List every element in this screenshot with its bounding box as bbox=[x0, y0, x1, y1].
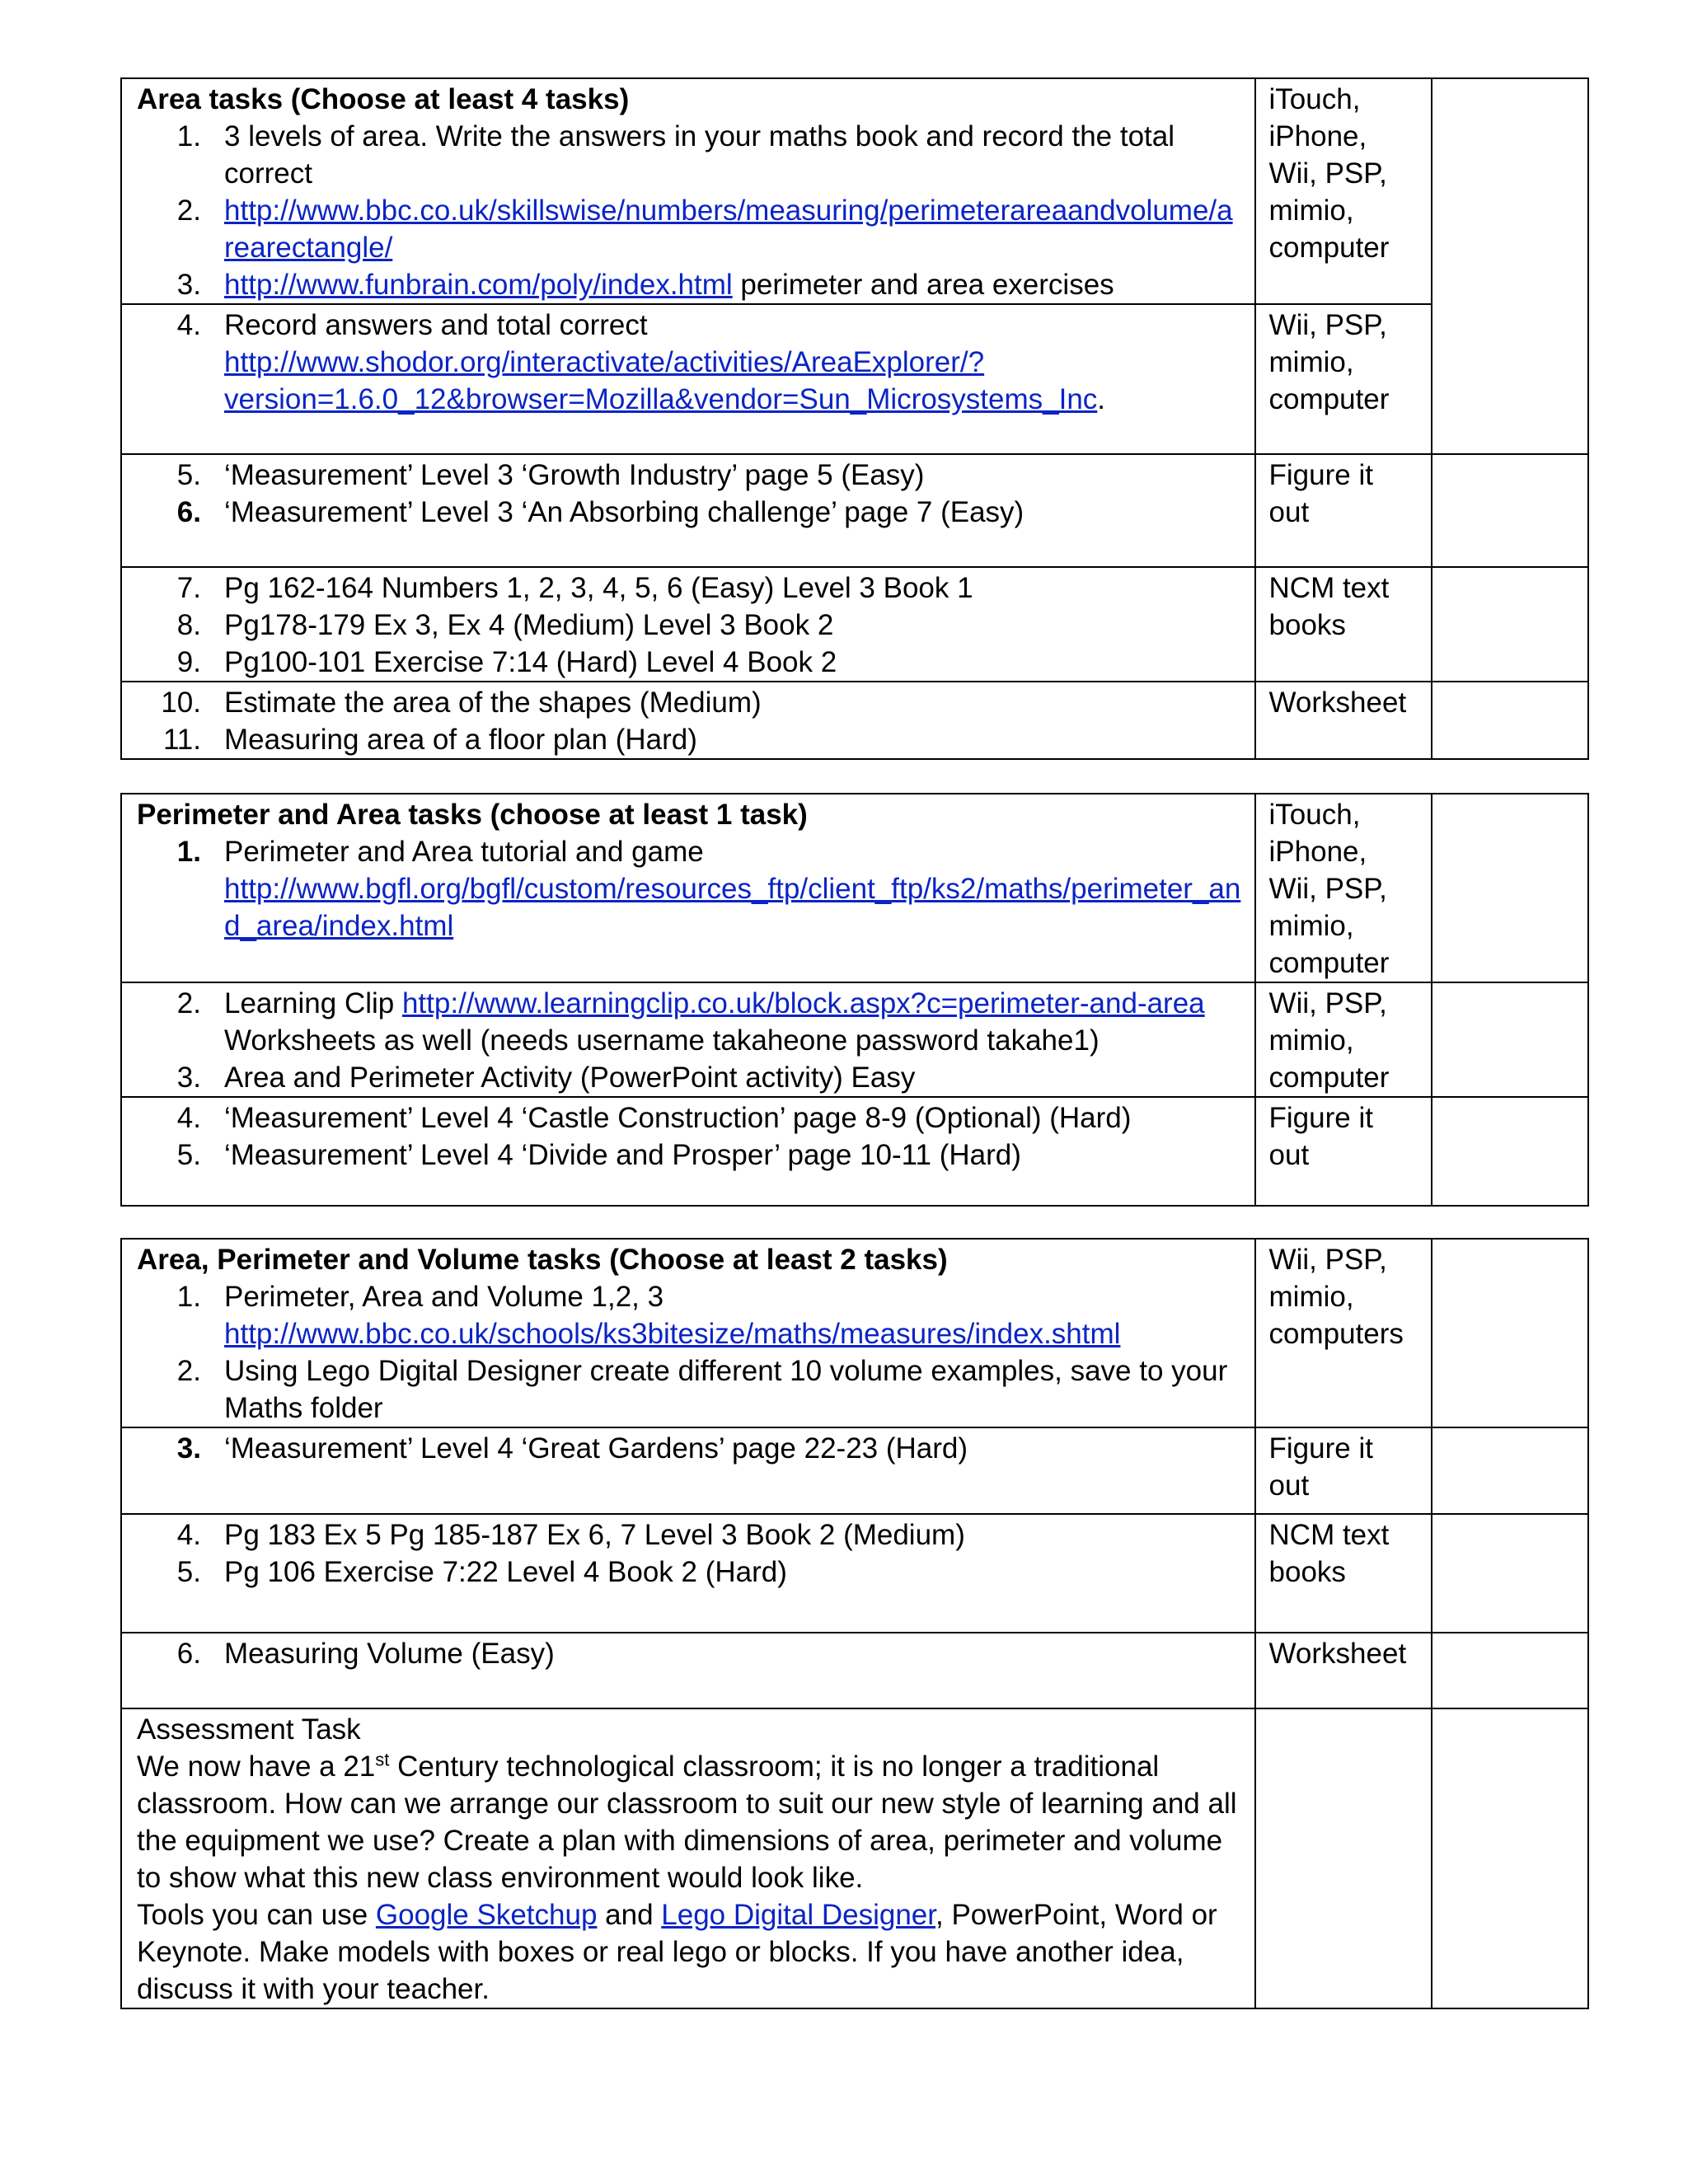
resources-text: Figure it out bbox=[1268, 459, 1373, 528]
assessment-tools-paragraph bbox=[137, 1896, 1241, 2008]
item-number: 3. bbox=[176, 1062, 201, 1094]
resources-text: Figure it out bbox=[1268, 1432, 1373, 1502]
item-number: 3. bbox=[176, 1432, 201, 1465]
check-cell bbox=[1432, 794, 1588, 982]
bbc-skillswise-link[interactable]: http://www.bbc.co.uk/skillswise/numbers/measuring/perimeterareaandvolume/arearectangle/ bbox=[224, 194, 1233, 264]
table-row bbox=[121, 454, 1588, 567]
list-item bbox=[137, 1059, 1241, 1096]
resources-text: iTouch, iPhone, Wii, PSP, mimio, computer bbox=[1268, 799, 1390, 979]
item-number: 2. bbox=[176, 194, 201, 227]
item-text: Pg 183 Ex 5 Pg 185-187 Ex 6, 7 Level 3 Book 2 (Medium) bbox=[224, 1519, 965, 1551]
table-row bbox=[121, 567, 1588, 682]
task-cell bbox=[121, 304, 1255, 454]
assessment-text: Century technological classroom; it is no longer a traditional classroom. How can we arrange our classroom to suit our new style of learning and all the equipment we use? Create a plan with dimensions of area, perimeter and volume to show what this new class environment would look like. bbox=[137, 1750, 1237, 1894]
table-row bbox=[121, 304, 1588, 454]
list-item bbox=[137, 607, 1241, 644]
table-row bbox=[121, 78, 1588, 304]
task-cell bbox=[121, 1514, 1255, 1633]
item-number: 4. bbox=[176, 309, 201, 341]
list-item bbox=[137, 1554, 1241, 1591]
item-text: Worksheets as well (needs username takaheone password takahe1) bbox=[224, 1024, 1100, 1057]
resources-cell bbox=[1255, 794, 1432, 982]
assessment-text: , PowerPoint, Word or Keynote. Make models with boxes or real lego or blocks. If you have another idea, discuss it with your teacher. bbox=[137, 1899, 1217, 2005]
item-number: 6. bbox=[176, 496, 201, 528]
bbc-bitesize-measures-link[interactable]: http://www.bbc.co.uk/schools/ks3bitesize/maths/measures/index.shtml bbox=[224, 1318, 1121, 1350]
area-tasks-table bbox=[120, 77, 1589, 760]
list-item bbox=[137, 1352, 1241, 1427]
check-cell bbox=[1432, 1097, 1588, 1206]
resources-cell bbox=[1255, 1239, 1432, 1427]
task-cell bbox=[121, 567, 1255, 682]
resources-cell bbox=[1255, 304, 1432, 454]
resources-text: Worksheet bbox=[1268, 1638, 1407, 1670]
item-text: perimeter and area exercises bbox=[732, 269, 1114, 301]
item-number: 6. bbox=[176, 1638, 201, 1670]
item-text: Perimeter and Area tutorial and game bbox=[224, 836, 704, 868]
assessment-title: Assessment Task bbox=[137, 1713, 361, 1746]
item-text: 3 levels of area. Write the answers in your maths book and record the total correct bbox=[224, 120, 1175, 190]
list-item bbox=[137, 833, 1241, 944]
list-item bbox=[137, 569, 1241, 607]
item-text: ‘Measurement’ Level 3 ‘An Absorbing challenge’ page 7 (Easy) bbox=[224, 496, 1025, 528]
bgfl-perimeter-area-link[interactable]: http://www.bgfl.org/bgfl/custom/resources_ftp/client_ftp/ks2/maths/perimeter_and_area/index.html bbox=[224, 873, 1241, 942]
list-item bbox=[137, 118, 1241, 192]
check-cell bbox=[1432, 1427, 1588, 1514]
item-number: 5. bbox=[176, 1139, 201, 1171]
item-number: 2. bbox=[176, 987, 201, 1019]
list-item bbox=[137, 1137, 1241, 1174]
check-cell bbox=[1432, 1514, 1588, 1633]
list-item bbox=[137, 1099, 1241, 1137]
task-cell bbox=[121, 78, 1255, 304]
item-number: 9. bbox=[176, 646, 201, 678]
resources-cell bbox=[1255, 1427, 1432, 1514]
task-cell bbox=[121, 982, 1255, 1097]
item-number: 7. bbox=[176, 572, 201, 604]
table-row bbox=[121, 1239, 1588, 1427]
check-cell bbox=[1432, 1708, 1588, 2008]
resources-cell bbox=[1255, 78, 1432, 304]
task-cell bbox=[121, 794, 1255, 982]
section-heading: Perimeter and Area tasks (choose at least 1 task) bbox=[137, 799, 808, 831]
resources-text: Wii, PSP, mimio, computer bbox=[1268, 987, 1390, 1094]
task-cell bbox=[121, 1633, 1255, 1708]
shodor-area-explorer-link[interactable]: http://www.shodor.org/interactivate/activities/AreaExplorer/?version=1.6.0_12&browser=Mozilla&vendor=Sun_Microsystems_Inc bbox=[224, 346, 1098, 415]
item-number: 5. bbox=[176, 459, 201, 491]
table-row bbox=[121, 982, 1588, 1097]
item-text: ‘Measurement’ Level 3 ‘Growth Industry’ page 5 (Easy) bbox=[224, 459, 925, 491]
table-row bbox=[121, 1514, 1588, 1633]
item-text: Area and Perimeter Activity (PowerPoint activity) Easy bbox=[224, 1062, 916, 1094]
table-row bbox=[121, 1097, 1588, 1206]
check-cell bbox=[1432, 1239, 1588, 1427]
lego-digital-designer-link[interactable]: Lego Digital Designer bbox=[661, 1899, 935, 1931]
list-item bbox=[137, 1430, 1241, 1467]
check-cell bbox=[1432, 982, 1588, 1097]
item-number: 3. bbox=[176, 269, 201, 301]
item-number: 1. bbox=[176, 120, 201, 152]
item-text: Measuring Volume (Easy) bbox=[224, 1638, 555, 1670]
resources-cell bbox=[1255, 682, 1432, 759]
list-item bbox=[137, 985, 1241, 1059]
google-sketchup-link[interactable]: Google Sketchup bbox=[375, 1899, 598, 1931]
task-cell bbox=[121, 1097, 1255, 1206]
area-perimeter-volume-tasks-table bbox=[120, 1238, 1589, 2009]
resources-cell bbox=[1255, 1097, 1432, 1206]
item-number: 2. bbox=[176, 1355, 201, 1387]
list-item bbox=[137, 494, 1241, 531]
list-item bbox=[137, 457, 1241, 494]
table-row bbox=[121, 1633, 1588, 1708]
item-text: Pg 162-164 Numbers 1, 2, 3, 4, 5, 6 (Easy) Level 3 Book 1 bbox=[224, 572, 973, 604]
table-row bbox=[121, 1427, 1588, 1514]
list-item bbox=[137, 192, 1241, 266]
item-text: Record answers and total correct bbox=[224, 309, 648, 341]
section-heading: Area, Perimeter and Volume tasks (Choose at least 2 tasks) bbox=[137, 1244, 948, 1276]
resources-cell bbox=[1255, 1514, 1432, 1633]
assessment-cell bbox=[121, 1708, 1255, 2008]
resources-text: Figure it out bbox=[1268, 1102, 1373, 1171]
list-item bbox=[137, 721, 1241, 758]
check-cell bbox=[1432, 1633, 1588, 1708]
ordinal-suffix: st bbox=[375, 1749, 390, 1770]
item-text: ‘Measurement’ Level 4 ‘Great Gardens’ page 22-23 (Hard) bbox=[224, 1432, 968, 1465]
item-text: Perimeter, Area and Volume 1,2, 3 bbox=[224, 1281, 664, 1313]
item-number: 5. bbox=[176, 1556, 201, 1588]
check-cell bbox=[1432, 682, 1588, 759]
item-text: ‘Measurement’ Level 4 ‘Castle Construction’ page 8-9 (Optional) (Hard) bbox=[224, 1102, 1132, 1134]
item-text: ‘Measurement’ Level 4 ‘Divide and Prosper’ page 10-11 (Hard) bbox=[224, 1139, 1021, 1171]
list-item bbox=[137, 307, 1241, 418]
item-number: 4. bbox=[176, 1102, 201, 1134]
list-item bbox=[137, 1635, 1241, 1672]
item-number: 1. bbox=[176, 836, 201, 868]
list-item bbox=[137, 644, 1241, 681]
list-item bbox=[137, 266, 1241, 303]
list-item bbox=[137, 1516, 1241, 1554]
item-text: Estimate the area of the shapes (Medium) bbox=[224, 687, 762, 719]
resources-cell bbox=[1255, 454, 1432, 567]
section-heading: Area tasks (Choose at least 4 tasks) bbox=[137, 83, 630, 115]
assessment-text: and bbox=[597, 1899, 662, 1931]
resources-cell bbox=[1255, 1633, 1432, 1708]
item-text: Pg178-179 Ex 3, Ex 4 (Medium) Level 3 Book 2 bbox=[224, 609, 834, 641]
item-text: Pg 106 Exercise 7:22 Level 4 Book 2 (Hard) bbox=[224, 1556, 787, 1588]
list-item bbox=[137, 1278, 1241, 1352]
item-text: Using Lego Digital Designer create different 10 volume examples, save to your Maths folder bbox=[224, 1355, 1228, 1424]
resources-text: iTouch, iPhone, Wii, PSP, mimio, computer bbox=[1268, 83, 1390, 264]
resources-cell bbox=[1255, 982, 1432, 1097]
task-cell bbox=[121, 454, 1255, 567]
check-cell bbox=[1432, 454, 1588, 567]
item-text: Learning Clip bbox=[224, 987, 402, 1019]
item-text-suffix: . bbox=[1097, 383, 1106, 415]
task-cell bbox=[121, 1239, 1255, 1427]
item-number: 10. bbox=[161, 687, 201, 719]
assessment-paragraph bbox=[137, 1748, 1241, 1896]
table-row bbox=[121, 1708, 1588, 2008]
resources-text: NCM text books bbox=[1268, 572, 1390, 641]
assessment-text: Tools you can use bbox=[137, 1899, 376, 1931]
task-cell bbox=[121, 682, 1255, 759]
item-number: 8. bbox=[176, 609, 201, 641]
table-row bbox=[121, 682, 1588, 759]
funbrain-link[interactable]: http://www.funbrain.com/poly/index.html bbox=[224, 269, 733, 301]
item-text: Pg100-101 Exercise 7:14 (Hard) Level 4 Book 2 bbox=[224, 646, 837, 678]
resources-text: Wii, PSP, mimio, computers bbox=[1268, 1244, 1404, 1350]
learning-clip-link[interactable]: http://www.learningclip.co.uk/block.aspx?c=perimeter-and-area bbox=[401, 987, 1205, 1019]
check-cell bbox=[1432, 567, 1588, 682]
item-text: Measuring area of a floor plan (Hard) bbox=[224, 724, 697, 756]
table-row bbox=[121, 794, 1588, 982]
item-number: 11. bbox=[162, 724, 201, 756]
assessment-text: We now have a 21 bbox=[137, 1750, 376, 1783]
check-cell bbox=[1432, 78, 1588, 454]
resources-text: NCM text books bbox=[1268, 1519, 1390, 1588]
resources-cell bbox=[1255, 567, 1432, 682]
item-number: 4. bbox=[176, 1519, 201, 1551]
item-number: 1. bbox=[176, 1281, 201, 1313]
resources-text: Wii, PSP, mimio, computer bbox=[1268, 309, 1390, 415]
resources-text: Worksheet bbox=[1268, 687, 1407, 719]
perimeter-area-tasks-table bbox=[120, 793, 1589, 1207]
resources-cell bbox=[1255, 1708, 1432, 2008]
list-item bbox=[137, 684, 1241, 721]
task-cell bbox=[121, 1427, 1255, 1514]
